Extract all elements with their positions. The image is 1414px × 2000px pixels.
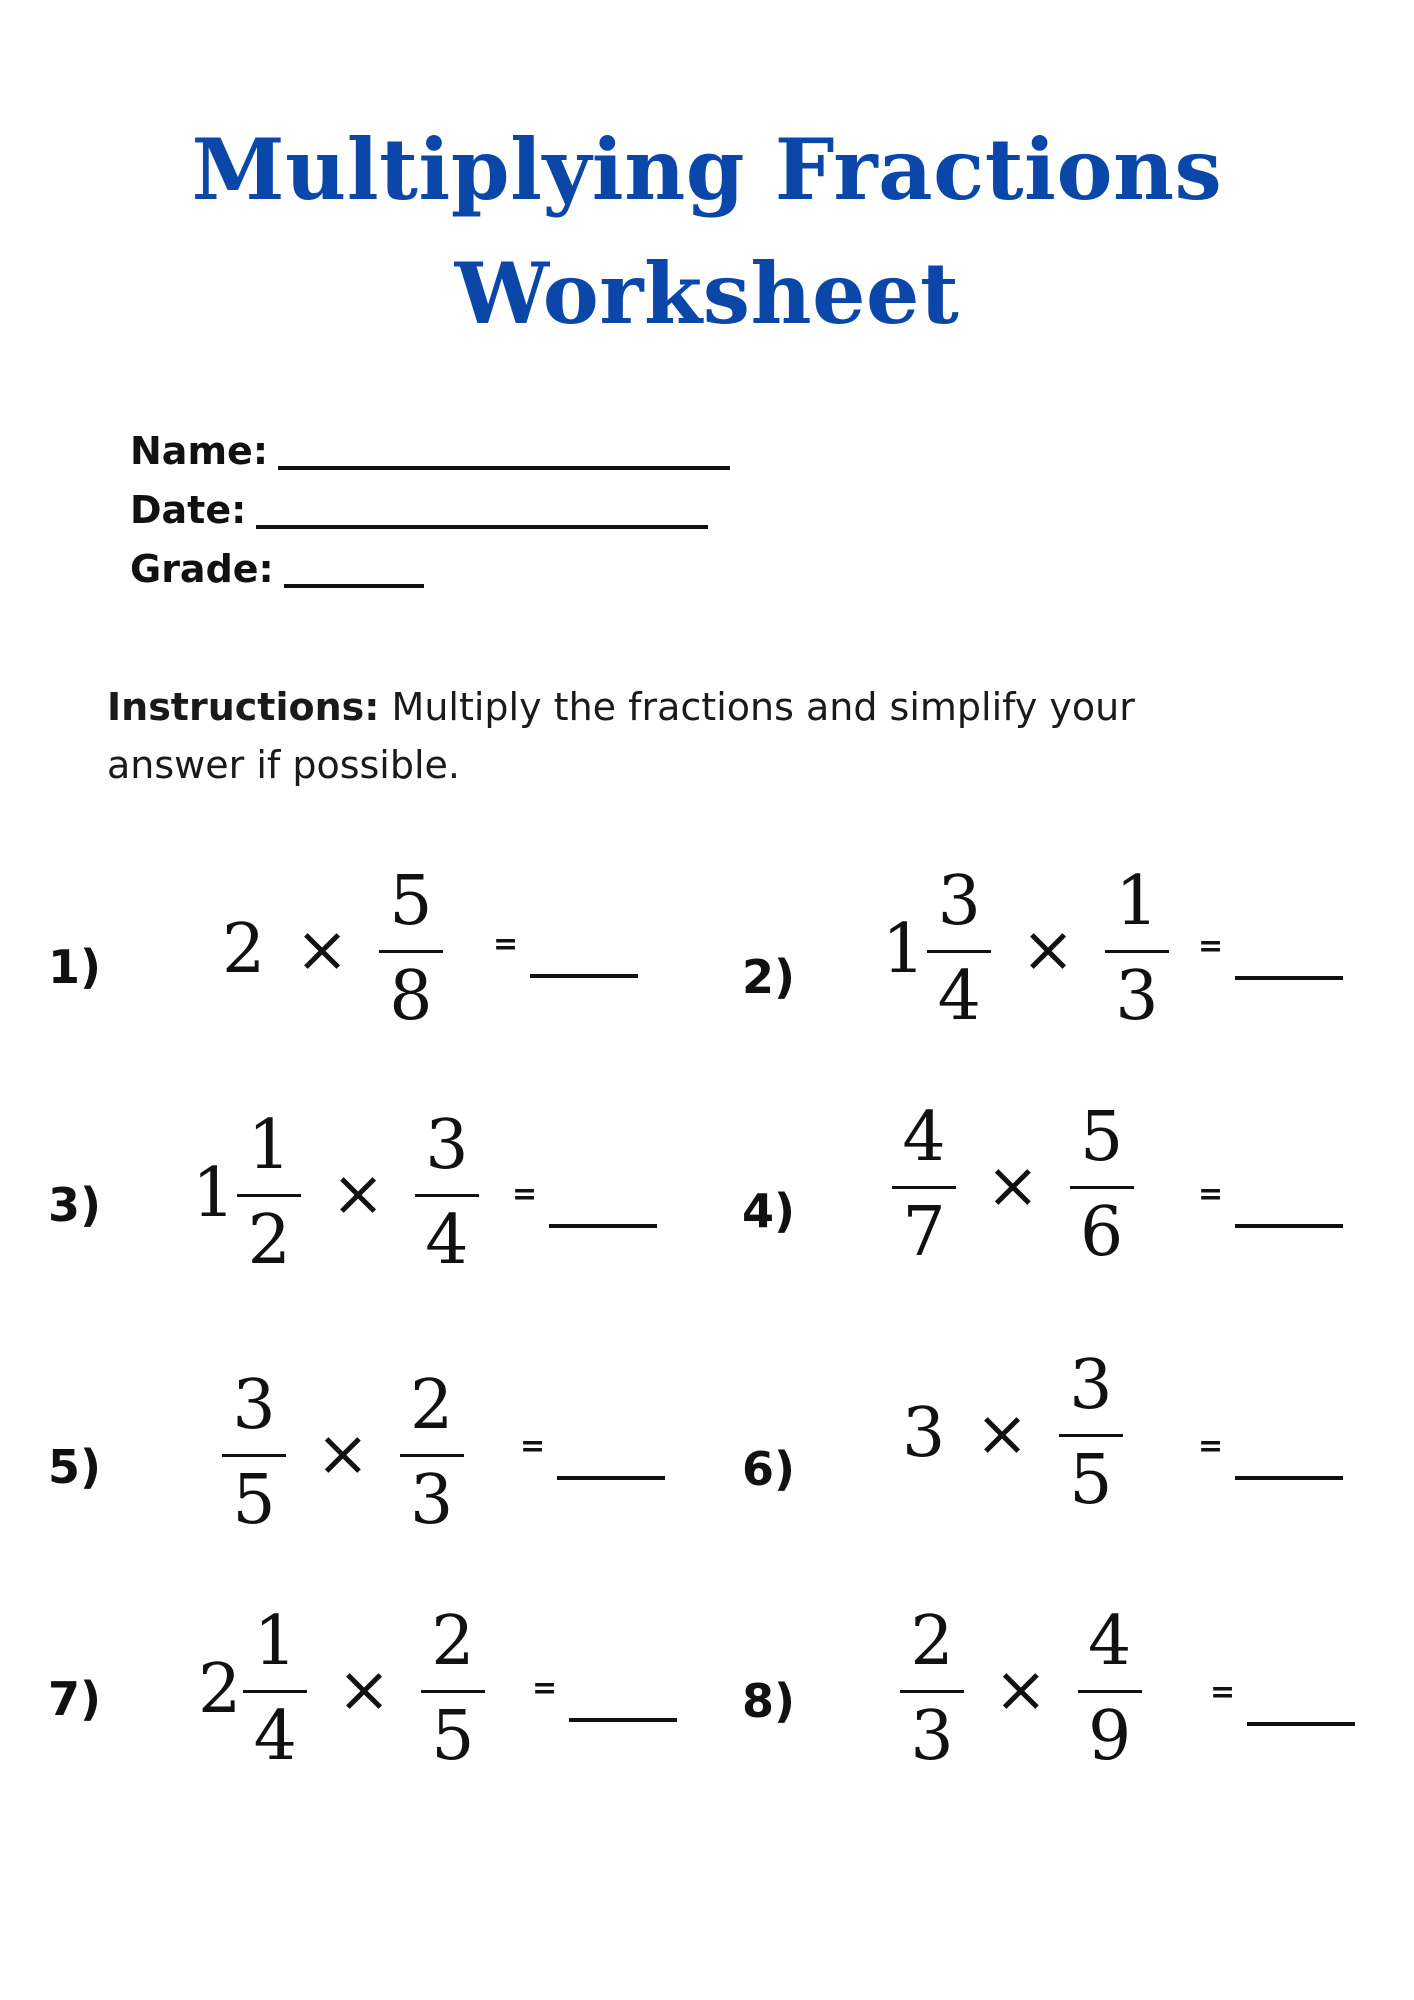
- answer-blank[interactable]: [1235, 1224, 1343, 1228]
- problem-1-fraction-b: [379, 862, 443, 1036]
- problem-3-fraction-b: [415, 1106, 479, 1280]
- problem-4-b-numerator: 5: [1079, 1098, 1124, 1177]
- problem-7-expression: [198, 1602, 485, 1776]
- problem-7-fraction-a: [243, 1602, 307, 1776]
- equals-sign: =: [512, 1177, 538, 1212]
- instructions-label: Instructions:: [107, 685, 380, 729]
- problem-8-a-denominator: 3: [910, 1697, 954, 1776]
- problem-2-whole-a: 1: [882, 909, 926, 989]
- name-label: Name:: [130, 429, 269, 473]
- problem-3-b-denominator: 4: [425, 1201, 469, 1280]
- equals-sign: =: [1210, 1675, 1236, 1710]
- fraction-bar: [1078, 1690, 1142, 1693]
- fraction-bar: [927, 950, 991, 953]
- problem-3-whole-a: 1: [192, 1153, 236, 1233]
- equals-sign: =: [493, 927, 519, 962]
- date-label: Date:: [130, 488, 247, 532]
- name-field[interactable]: [130, 429, 730, 473]
- problem-7-a-numerator: 1: [253, 1602, 297, 1681]
- fraction-bar: [400, 1454, 464, 1457]
- problem-5-times: ×: [316, 1416, 370, 1491]
- equals-sign: =: [1198, 1429, 1224, 1464]
- problem-3-a-numerator: 1: [247, 1106, 291, 1185]
- problem-2-a-numerator: 3: [937, 862, 981, 941]
- problem-3-a-denominator: 2: [247, 1201, 291, 1280]
- problem-2-b-denominator: 3: [1115, 957, 1159, 1036]
- answer-blank[interactable]: [557, 1476, 665, 1480]
- problem-3-fraction-a: [237, 1106, 301, 1280]
- problem-2-expression: [882, 862, 1169, 1036]
- fraction-bar: [1070, 1186, 1134, 1189]
- grade-field[interactable]: [130, 547, 424, 591]
- problem-4-number: 4): [742, 1184, 796, 1238]
- problem-8-fraction-a: [900, 1602, 964, 1776]
- problem-2-answer[interactable]: [1198, 929, 1343, 980]
- instructions: [107, 678, 1267, 794]
- fraction-bar: [243, 1690, 307, 1693]
- grade-blank[interactable]: [284, 554, 424, 588]
- problem-6-times: ×: [975, 1396, 1029, 1471]
- fraction-bar: [222, 1454, 286, 1457]
- problem-6-whole-a: 3: [902, 1393, 946, 1473]
- problem-5-b-numerator: 2: [409, 1366, 454, 1445]
- answer-blank[interactable]: [549, 1224, 657, 1228]
- problem-3-answer[interactable]: [512, 1177, 657, 1228]
- problem-6-answer[interactable]: [1198, 1429, 1343, 1480]
- problem-1-b-numerator: 5: [389, 862, 433, 941]
- problem-3-times: ×: [331, 1156, 385, 1231]
- problem-7-times: ×: [337, 1652, 391, 1727]
- problem-3-number: 3): [48, 1178, 102, 1232]
- problem-1-number: 1): [48, 940, 102, 994]
- problem-4-b-denominator: 6: [1079, 1193, 1124, 1272]
- instructions-text: Multiply the fractions and simplify your answer if possible.: [107, 685, 1135, 787]
- name-blank[interactable]: [278, 436, 730, 470]
- problem-1-whole-a: 2: [222, 909, 266, 989]
- problem-8-a-numerator: 2: [910, 1602, 954, 1681]
- problem-4-a-denominator: 7: [902, 1193, 946, 1272]
- problem-6-b-denominator: 5: [1069, 1441, 1113, 1520]
- problem-5-fraction-a: [222, 1366, 286, 1540]
- problem-8-expression: [900, 1602, 1142, 1776]
- problem-1-answer[interactable]: [493, 927, 638, 978]
- problem-2-a-denominator: 4: [937, 957, 981, 1036]
- problem-7-answer[interactable]: [532, 1671, 677, 1722]
- equals-sign: =: [1198, 1177, 1224, 1212]
- problem-2-times: ×: [1021, 912, 1075, 987]
- fraction-bar: [421, 1690, 485, 1693]
- problem-6-fraction-b: [1059, 1346, 1123, 1520]
- problem-2-b-numerator: 1: [1115, 862, 1159, 941]
- problem-8-b-numerator: 4: [1087, 1602, 1132, 1681]
- problem-2-fraction-b: [1105, 862, 1169, 1036]
- fraction-bar: [237, 1194, 301, 1197]
- problem-4-fraction-a: [892, 1098, 956, 1272]
- answer-blank[interactable]: [1247, 1722, 1355, 1726]
- problem-8-number: 8): [742, 1674, 796, 1728]
- problem-3-b-numerator: 3: [425, 1106, 469, 1185]
- equals-sign: =: [520, 1429, 546, 1464]
- problem-6-number: 6): [742, 1442, 796, 1496]
- fraction-bar: [1105, 950, 1169, 953]
- problem-4-fraction-b: [1070, 1098, 1134, 1272]
- problem-2-fraction-a: [927, 862, 991, 1036]
- problem-7-b-denominator: 5: [431, 1697, 475, 1776]
- problem-1-expression: [222, 862, 443, 1036]
- problem-5-number: 5): [48, 1440, 102, 1494]
- problem-7-whole-a: 2: [198, 1649, 242, 1729]
- problem-8-b-denominator: 9: [1087, 1697, 1132, 1776]
- problem-5-fraction-b: [400, 1366, 464, 1540]
- problem-4-times: ×: [986, 1148, 1040, 1223]
- fraction-bar: [415, 1194, 479, 1197]
- problem-1-b-denominator: 8: [389, 957, 433, 1036]
- problem-8-fraction-b: [1078, 1602, 1142, 1776]
- problem-4-expression: [892, 1098, 1134, 1272]
- grade-label: Grade:: [130, 547, 274, 591]
- problem-5-b-denominator: 3: [409, 1461, 454, 1540]
- problem-4-answer[interactable]: [1198, 1177, 1343, 1228]
- problem-7-number: 7): [48, 1672, 102, 1726]
- problem-6-b-numerator: 3: [1069, 1346, 1113, 1425]
- problem-5-a-numerator: 3: [232, 1366, 276, 1445]
- date-field[interactable]: [130, 488, 708, 532]
- fraction-bar: [892, 1186, 956, 1189]
- problem-7-b-numerator: 2: [431, 1602, 475, 1681]
- problem-3-expression: [192, 1106, 479, 1280]
- fraction-bar: [379, 950, 443, 953]
- fraction-bar: [1059, 1434, 1123, 1437]
- problem-6-expression: [902, 1346, 1123, 1520]
- answer-blank[interactable]: [530, 974, 638, 978]
- answer-blank[interactable]: [1235, 976, 1343, 980]
- problem-4-a-numerator: 4: [902, 1098, 946, 1177]
- problem-7-a-denominator: 4: [253, 1697, 297, 1776]
- equals-sign: =: [532, 1671, 558, 1706]
- date-blank[interactable]: [256, 495, 708, 529]
- problem-7-fraction-b: [421, 1602, 485, 1776]
- problem-2-number: 2): [742, 950, 796, 1004]
- problem-8-answer[interactable]: [1210, 1675, 1355, 1726]
- equals-sign: =: [1198, 929, 1224, 964]
- problem-5-a-denominator: 5: [232, 1461, 276, 1540]
- title-line-1: Multiplying Fractions: [191, 120, 1223, 219]
- problem-1-times: ×: [295, 912, 349, 987]
- problem-5-expression: [222, 1366, 464, 1540]
- problem-5-answer[interactable]: [520, 1429, 665, 1480]
- answer-blank[interactable]: [569, 1718, 677, 1722]
- title-line-2: Worksheet: [454, 244, 960, 343]
- answer-blank[interactable]: [1235, 1476, 1343, 1480]
- problem-8-times: ×: [994, 1652, 1048, 1727]
- fraction-bar: [900, 1690, 964, 1693]
